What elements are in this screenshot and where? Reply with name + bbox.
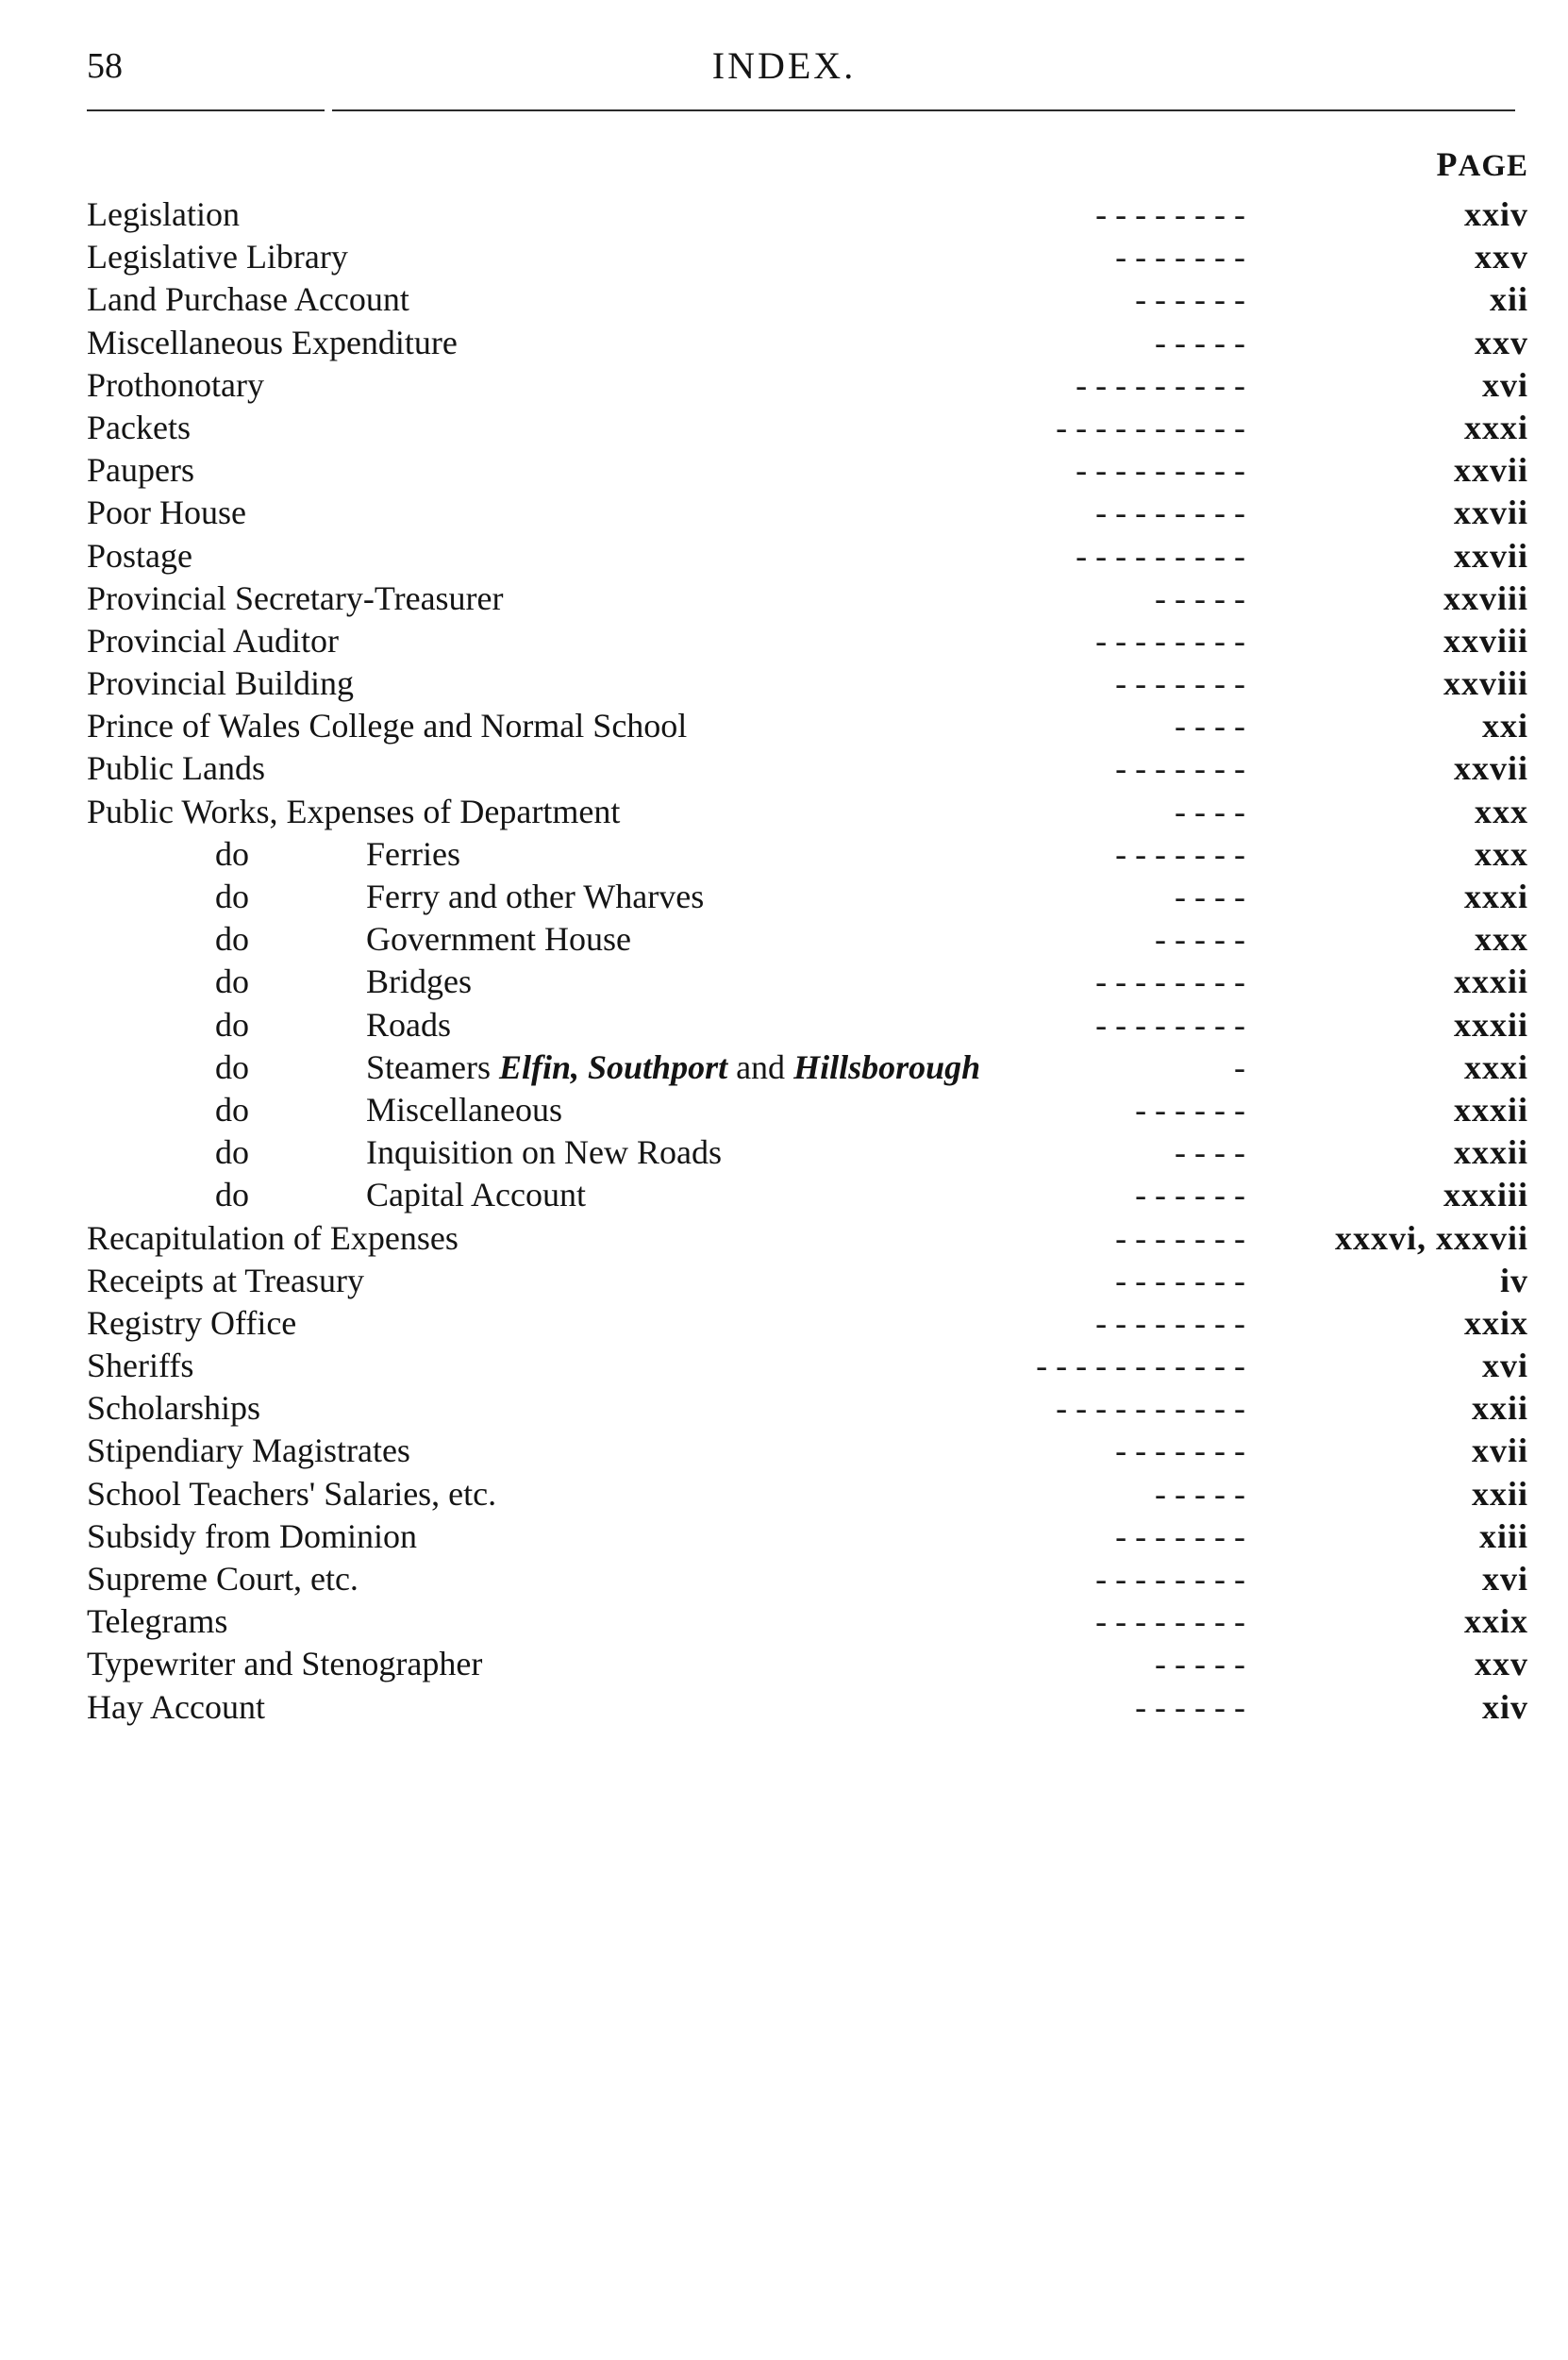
index-entry [87,449,1528,492]
index-subterm: Government House [366,920,631,959]
index-term: Public Works, Expenses of Department [87,792,621,830]
index-term: Public Lands [87,749,265,788]
dot-leaders: - - - - - - - - [1095,1005,1245,1044]
page-reference: xvi [1481,1560,1528,1598]
index-entry [87,1217,1528,1260]
index-subentry [87,833,1528,876]
index-entry [87,535,1528,577]
page-reference: xvi [1481,1347,1528,1385]
index-term: Land Purchase Account [87,280,409,319]
dot-leaders: - - - - - - - - [1095,962,1245,1001]
dot-leaders: - - - - - - - - - - [1056,1389,1245,1428]
page-reference: iv [1499,1261,1528,1299]
index-term: Packets [87,408,191,446]
index-subterm: Ferries [366,834,460,873]
dot-leaders: - - - - - [1155,578,1245,617]
index-term: Legislative Library [87,238,348,276]
dot-leaders: - - - - - - [1135,1176,1245,1214]
dot-leaders: - - - - - - - - [1095,195,1245,233]
index-term: Legislation [87,195,240,233]
index-term: Prince of Wales College and Normal School [87,707,688,745]
page-column-heading [1436,144,1528,184]
dot-leaders: - - - - - - - [1115,238,1245,276]
dot-leaders: - - - - - - - [1115,834,1245,873]
dot-leaders: - [1234,1047,1245,1086]
index-entry [87,1686,1528,1729]
index-term: School Teachers' Salaries, etc. [87,1474,497,1513]
dot-leaders: - - - - [1175,707,1245,745]
ditto-mark: do [215,920,249,959]
index-entry [87,407,1528,449]
index-term: Supreme Court, etc. [87,1560,359,1598]
dot-leaders: - - - - - - - - [1095,1303,1245,1342]
index-term: Provincial Secretary-Treasurer [87,578,504,617]
index-entry [87,747,1528,790]
index-term: Hay Account [87,1687,265,1726]
page-reference: xxx [1475,792,1528,830]
index-subterm: Bridges [366,962,472,1001]
dot-leaders: - - - - - - - - - [1076,365,1245,404]
dot-leaders: - - - - - - [1135,1090,1245,1129]
index-entry [87,1430,1528,1472]
page-reference: xxiv [1463,195,1528,233]
page-reference: xxxi [1463,408,1528,446]
index-subterm: Ferry and other Wharves [366,878,705,915]
page-reference: xxxi [1463,878,1528,915]
dot-leaders: - - - - [1175,792,1245,830]
index-entry [87,193,1528,236]
index-subterm: Capital Account [366,1176,586,1214]
dot-leaders: - - - - - - - [1115,1261,1245,1299]
dot-leaders: - - - - - - - - - [1076,451,1245,490]
page-reference: xxi [1481,707,1528,745]
header-rule-left [87,109,325,111]
page-reference: xxx [1475,920,1528,959]
page-reference: xxxii [1453,1133,1528,1172]
page-reference: xxvii [1453,749,1528,788]
page-reference: xxii [1471,1474,1528,1513]
index-term: Miscellaneous Expenditure [87,323,458,361]
dot-leaders: - - - - - - - - [1095,621,1245,660]
index-subentry [87,961,1528,1003]
index-subterm [366,1046,980,1089]
index-term: Provincial Building [87,664,354,703]
dot-leaders: - - - - - - [1135,1687,1245,1726]
ditto-mark: do [215,1090,249,1129]
page-reference: xvii [1471,1431,1528,1470]
index-term: Receipts at Treasury [87,1261,364,1299]
ship-name: Southport [588,1047,728,1086]
index-entry [87,1643,1528,1685]
index-list [87,193,1528,1729]
ditto-mark: do [215,1133,249,1172]
index-subentry [87,1174,1528,1216]
index-subentry [87,1046,1528,1089]
page-reference: xxviii [1443,578,1528,617]
header-rule-right [332,109,1515,111]
page-reference: xiii [1478,1516,1528,1555]
index-subterm: Inquisition on New Roads [366,1133,722,1172]
page-reference: xxxii [1453,962,1528,1001]
page-reference: xxv [1475,323,1528,361]
page-reference: xxvii [1453,536,1528,575]
page-reference: xiv [1481,1687,1528,1726]
page-number: 58 [87,46,123,86]
subterm-text: Steamers [366,1047,491,1086]
page-reference: xxxvi, xxxvii [1334,1218,1528,1257]
page-reference: xxviii [1443,664,1528,703]
dot-leaders: - - - - - - - - - [1076,536,1245,575]
dot-leaders: - - - - - [1155,1645,1245,1683]
page-column-heading-rest: AGE [1458,149,1528,183]
page-reference: xxxii [1453,1090,1528,1129]
index-subentry [87,918,1528,961]
dot-leaders: - - - - - [1155,323,1245,361]
index-term: Prothonotary [87,365,264,404]
index-term: Telegrams [87,1602,228,1641]
dot-leaders: - - - - - - - - - - [1056,408,1245,446]
index-entry [87,1260,1528,1302]
ditto-mark: do [215,1047,249,1086]
index-entry [87,236,1528,278]
ship-name: Hillsborough [793,1047,981,1086]
page-reference: xxviii [1443,621,1528,660]
page-reference: xxx [1475,834,1528,873]
page-reference: xxvii [1453,451,1528,490]
index-entry [87,1387,1528,1430]
index-term: Recapitulation of Expenses [87,1218,459,1257]
index-term: Stipendiary Magistrates [87,1431,410,1470]
index-entry [87,278,1528,321]
dot-leaders: - - - - - [1155,1474,1245,1513]
page-reference: xvi [1481,365,1528,404]
index-term: Typewriter and Stenographer [87,1645,483,1683]
dot-leaders: - - - - - - - [1115,664,1245,703]
dot-leaders: - - - - - - - [1115,1516,1245,1555]
index-term: Poor House [87,494,246,532]
index-entry [87,1473,1528,1515]
dot-leaders: - - - - - - - [1115,1218,1245,1257]
index-entry [87,1302,1528,1345]
page-reference: xxxii [1453,1005,1528,1044]
page-reference: xxxiii [1443,1176,1528,1214]
page-reference: xxv [1475,1645,1528,1683]
page-column-heading-initial: P [1436,145,1459,183]
index-entry [87,1515,1528,1558]
index-entry [87,364,1528,407]
index-entry [87,791,1528,833]
index-entry [87,1345,1528,1387]
dot-leaders: - - - - - - - - [1095,1560,1245,1598]
page-reference: xxix [1463,1602,1528,1641]
index-term: Paupers [87,451,194,490]
page-reference: xxix [1463,1303,1528,1342]
subterm-conjunction: and [736,1047,786,1086]
dot-leaders: - - - - [1175,1133,1245,1172]
page-reference: xxv [1475,238,1528,276]
page-reference: xxxi [1463,1047,1528,1086]
index-subentry [87,1131,1528,1174]
index-entry [87,662,1528,705]
index-entry [87,492,1528,534]
ditto-mark: do [215,878,249,915]
ditto-mark: do [215,834,249,873]
index-subterm: Miscellaneous [366,1090,562,1129]
page-title: INDEX. [711,44,857,87]
dot-leaders: - - - - - - - - [1095,1602,1245,1641]
index-entry [87,1600,1528,1643]
index-entry [87,322,1528,364]
dot-leaders: - - - - - [1155,920,1245,959]
index-entry [87,577,1528,620]
index-term: Provincial Auditor [87,621,339,660]
index-subentry [87,1004,1528,1046]
dot-leaders: - - - - - - - - - - - [1036,1347,1245,1385]
dot-leaders: - - - - - - - - [1095,494,1245,532]
dot-leaders: - - - - [1175,878,1245,915]
ship-name: Elfin, [498,1047,579,1086]
index-term: Scholarships [87,1389,260,1428]
index-entry [87,620,1528,662]
page-reference: xxvii [1453,494,1528,532]
dot-leaders: - - - - - - [1135,280,1245,319]
index-entry [87,705,1528,747]
index-term: Subsidy from Dominion [87,1516,418,1555]
ditto-mark: do [215,1005,249,1044]
index-entry [87,1558,1528,1600]
index-subentry [87,876,1528,918]
ditto-mark: do [215,1176,249,1214]
index-term: Registry Office [87,1303,297,1342]
ditto-mark: do [215,962,249,1001]
page-reference: xxii [1471,1389,1528,1428]
page-reference: xii [1489,280,1528,319]
dot-leaders: - - - - - - - [1115,749,1245,788]
index-subentry [87,1089,1528,1131]
index-term: Sheriffs [87,1347,194,1385]
index-subterm: Roads [366,1005,451,1044]
index-term: Postage [87,536,192,575]
dot-leaders: - - - - - - - [1115,1431,1245,1470]
